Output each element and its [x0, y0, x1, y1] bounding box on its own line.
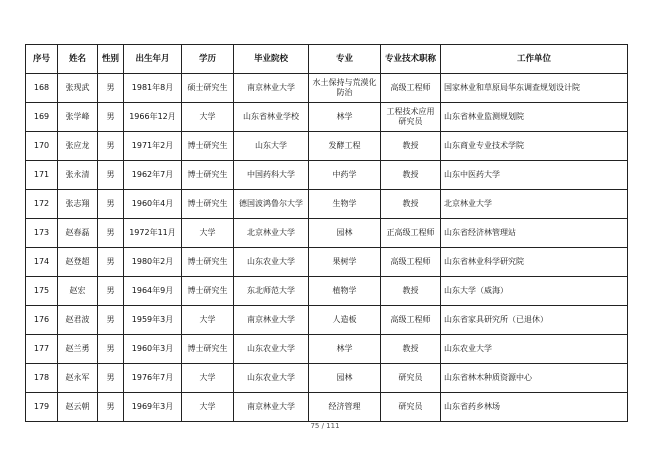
cell-name: 张现武: [58, 74, 98, 103]
cell-workplace: 山东省林业监测规划院: [441, 103, 628, 132]
cell-workplace: 山东大学（威海）: [441, 277, 628, 306]
cell-graduated-school: 北京林业大学: [234, 219, 309, 248]
cell-professional-title: 教授: [381, 161, 441, 190]
cell-education: 硕士研究生: [182, 74, 234, 103]
cell-education: 大学: [182, 393, 234, 422]
cell-workplace: 北京林业大学: [441, 190, 628, 219]
cell-major: 水土保持与荒漠化防治: [309, 74, 381, 103]
cell-index: 173: [26, 219, 58, 248]
cell-birth-date: 1966年12月: [124, 103, 182, 132]
column-header-index: 序号: [26, 45, 58, 74]
cell-education: 博士研究生: [182, 277, 234, 306]
cell-index: 168: [26, 74, 58, 103]
page-number: 75 / 111: [310, 422, 340, 430]
cell-index: 171: [26, 161, 58, 190]
table-row: [26, 132, 628, 161]
cell-index: 172: [26, 190, 58, 219]
column-header-birth-date: 出生年月: [124, 45, 182, 74]
cell-workplace: 山东中医药大学: [441, 161, 628, 190]
cell-professional-title: 教授: [381, 132, 441, 161]
cell-birth-date: 1964年9月: [124, 277, 182, 306]
column-header-professional-title: 专业技术职称: [381, 45, 441, 74]
table-body: [26, 74, 628, 422]
personnel-table: [25, 44, 628, 422]
cell-professional-title: 研究员: [381, 393, 441, 422]
cell-workplace: 国家林业和草原局华东调查规划设计院: [441, 74, 628, 103]
cell-major: 经济管理: [309, 393, 381, 422]
cell-education: 大学: [182, 219, 234, 248]
column-header-graduated-school: 毕业院校: [234, 45, 309, 74]
cell-education: 大学: [182, 306, 234, 335]
cell-workplace: 山东省药乡林场: [441, 393, 628, 422]
cell-major: 园林: [309, 364, 381, 393]
cell-birth-date: 1972年11月: [124, 219, 182, 248]
cell-education: 大学: [182, 364, 234, 393]
cell-gender: 男: [98, 335, 124, 364]
table-row: [26, 190, 628, 219]
table-header-row: [26, 45, 628, 74]
cell-index: 179: [26, 393, 58, 422]
cell-birth-date: 1969年3月: [124, 393, 182, 422]
cell-gender: 男: [98, 248, 124, 277]
cell-name: 赵春磊: [58, 219, 98, 248]
cell-graduated-school: 山东农业大学: [234, 364, 309, 393]
cell-graduated-school: 中国药科大学: [234, 161, 309, 190]
cell-workplace: 山东商业专业技术学院: [441, 132, 628, 161]
column-header-workplace: 工作单位: [441, 45, 628, 74]
table-row: [26, 335, 628, 364]
cell-name: 张志翔: [58, 190, 98, 219]
table-row: [26, 161, 628, 190]
cell-gender: 男: [98, 306, 124, 335]
cell-name: 赵云朝: [58, 393, 98, 422]
table-row: [26, 74, 628, 103]
cell-education: 博士研究生: [182, 132, 234, 161]
cell-graduated-school: 东北师范大学: [234, 277, 309, 306]
table-row: [26, 248, 628, 277]
table-row: [26, 364, 628, 393]
cell-education: 大学: [182, 103, 234, 132]
cell-birth-date: 1960年3月: [124, 335, 182, 364]
cell-name: 赵君波: [58, 306, 98, 335]
cell-gender: 男: [98, 190, 124, 219]
table-row: [26, 393, 628, 422]
cell-graduated-school: 山东农业大学: [234, 335, 309, 364]
cell-professional-title: 正高级工程师: [381, 219, 441, 248]
cell-professional-title: 工程技术应用研究员: [381, 103, 441, 132]
cell-birth-date: 1962年7月: [124, 161, 182, 190]
cell-gender: 男: [98, 161, 124, 190]
cell-name: 张应龙: [58, 132, 98, 161]
cell-workplace: 山东省林业科学研究院: [441, 248, 628, 277]
column-header-major: 专业: [309, 45, 381, 74]
cell-major: 林学: [309, 335, 381, 364]
cell-graduated-school: 山东省林业学校: [234, 103, 309, 132]
cell-index: 177: [26, 335, 58, 364]
cell-gender: 男: [98, 219, 124, 248]
cell-gender: 男: [98, 277, 124, 306]
cell-name: 赵兰勇: [58, 335, 98, 364]
table-row: [26, 219, 628, 248]
cell-professional-title: 教授: [381, 277, 441, 306]
cell-graduated-school: 德国波鸿鲁尔大学: [234, 190, 309, 219]
cell-major: 生物学: [309, 190, 381, 219]
cell-name: 张学峰: [58, 103, 98, 132]
cell-name: 赵宏: [58, 277, 98, 306]
cell-education: 博士研究生: [182, 335, 234, 364]
cell-gender: 男: [98, 103, 124, 132]
cell-birth-date: 1959年3月: [124, 306, 182, 335]
cell-major: 人造板: [309, 306, 381, 335]
cell-birth-date: 1976年7月: [124, 364, 182, 393]
cell-index: 174: [26, 248, 58, 277]
table-row: [26, 306, 628, 335]
cell-graduated-school: 山东农业大学: [234, 248, 309, 277]
cell-workplace: 山东省林木种质资源中心: [441, 364, 628, 393]
cell-education: 博士研究生: [182, 161, 234, 190]
cell-education: 博士研究生: [182, 190, 234, 219]
column-header-name: 姓名: [58, 45, 98, 74]
cell-index: 178: [26, 364, 58, 393]
cell-graduated-school: 南京林业大学: [234, 74, 309, 103]
cell-professional-title: 高级工程师: [381, 306, 441, 335]
cell-gender: 男: [98, 132, 124, 161]
column-header-education: 学历: [182, 45, 234, 74]
cell-professional-title: 教授: [381, 335, 441, 364]
cell-major: 林学: [309, 103, 381, 132]
cell-gender: 男: [98, 393, 124, 422]
cell-index: 176: [26, 306, 58, 335]
cell-major: 发酵工程: [309, 132, 381, 161]
cell-name: 赵永军: [58, 364, 98, 393]
cell-gender: 男: [98, 364, 124, 393]
table-row: [26, 277, 628, 306]
cell-graduated-school: 南京林业大学: [234, 306, 309, 335]
cell-index: 169: [26, 103, 58, 132]
cell-major: 中药学: [309, 161, 381, 190]
cell-professional-title: 高级工程师: [381, 248, 441, 277]
cell-birth-date: 1971年2月: [124, 132, 182, 161]
cell-gender: 男: [98, 74, 124, 103]
cell-name: 张永清: [58, 161, 98, 190]
cell-major: 植物学: [309, 277, 381, 306]
cell-workplace: 山东省经济林管理站: [441, 219, 628, 248]
cell-graduated-school: 南京林业大学: [234, 393, 309, 422]
cell-graduated-school: 山东大学: [234, 132, 309, 161]
cell-professional-title: 教授: [381, 190, 441, 219]
cell-birth-date: 1981年8月: [124, 74, 182, 103]
cell-professional-title: 研究员: [381, 364, 441, 393]
cell-index: 170: [26, 132, 58, 161]
table-row: [26, 103, 628, 132]
cell-major: 果树学: [309, 248, 381, 277]
cell-index: 175: [26, 277, 58, 306]
cell-birth-date: 1960年4月: [124, 190, 182, 219]
cell-education: 博士研究生: [182, 248, 234, 277]
cell-workplace: 山东农业大学: [441, 335, 628, 364]
cell-birth-date: 1980年2月: [124, 248, 182, 277]
cell-professional-title: 高级工程师: [381, 74, 441, 103]
cell-workplace: 山东省家具研究所（已退休）: [441, 306, 628, 335]
cell-name: 赵登超: [58, 248, 98, 277]
cell-major: 园林: [309, 219, 381, 248]
column-header-gender: 性别: [98, 45, 124, 74]
